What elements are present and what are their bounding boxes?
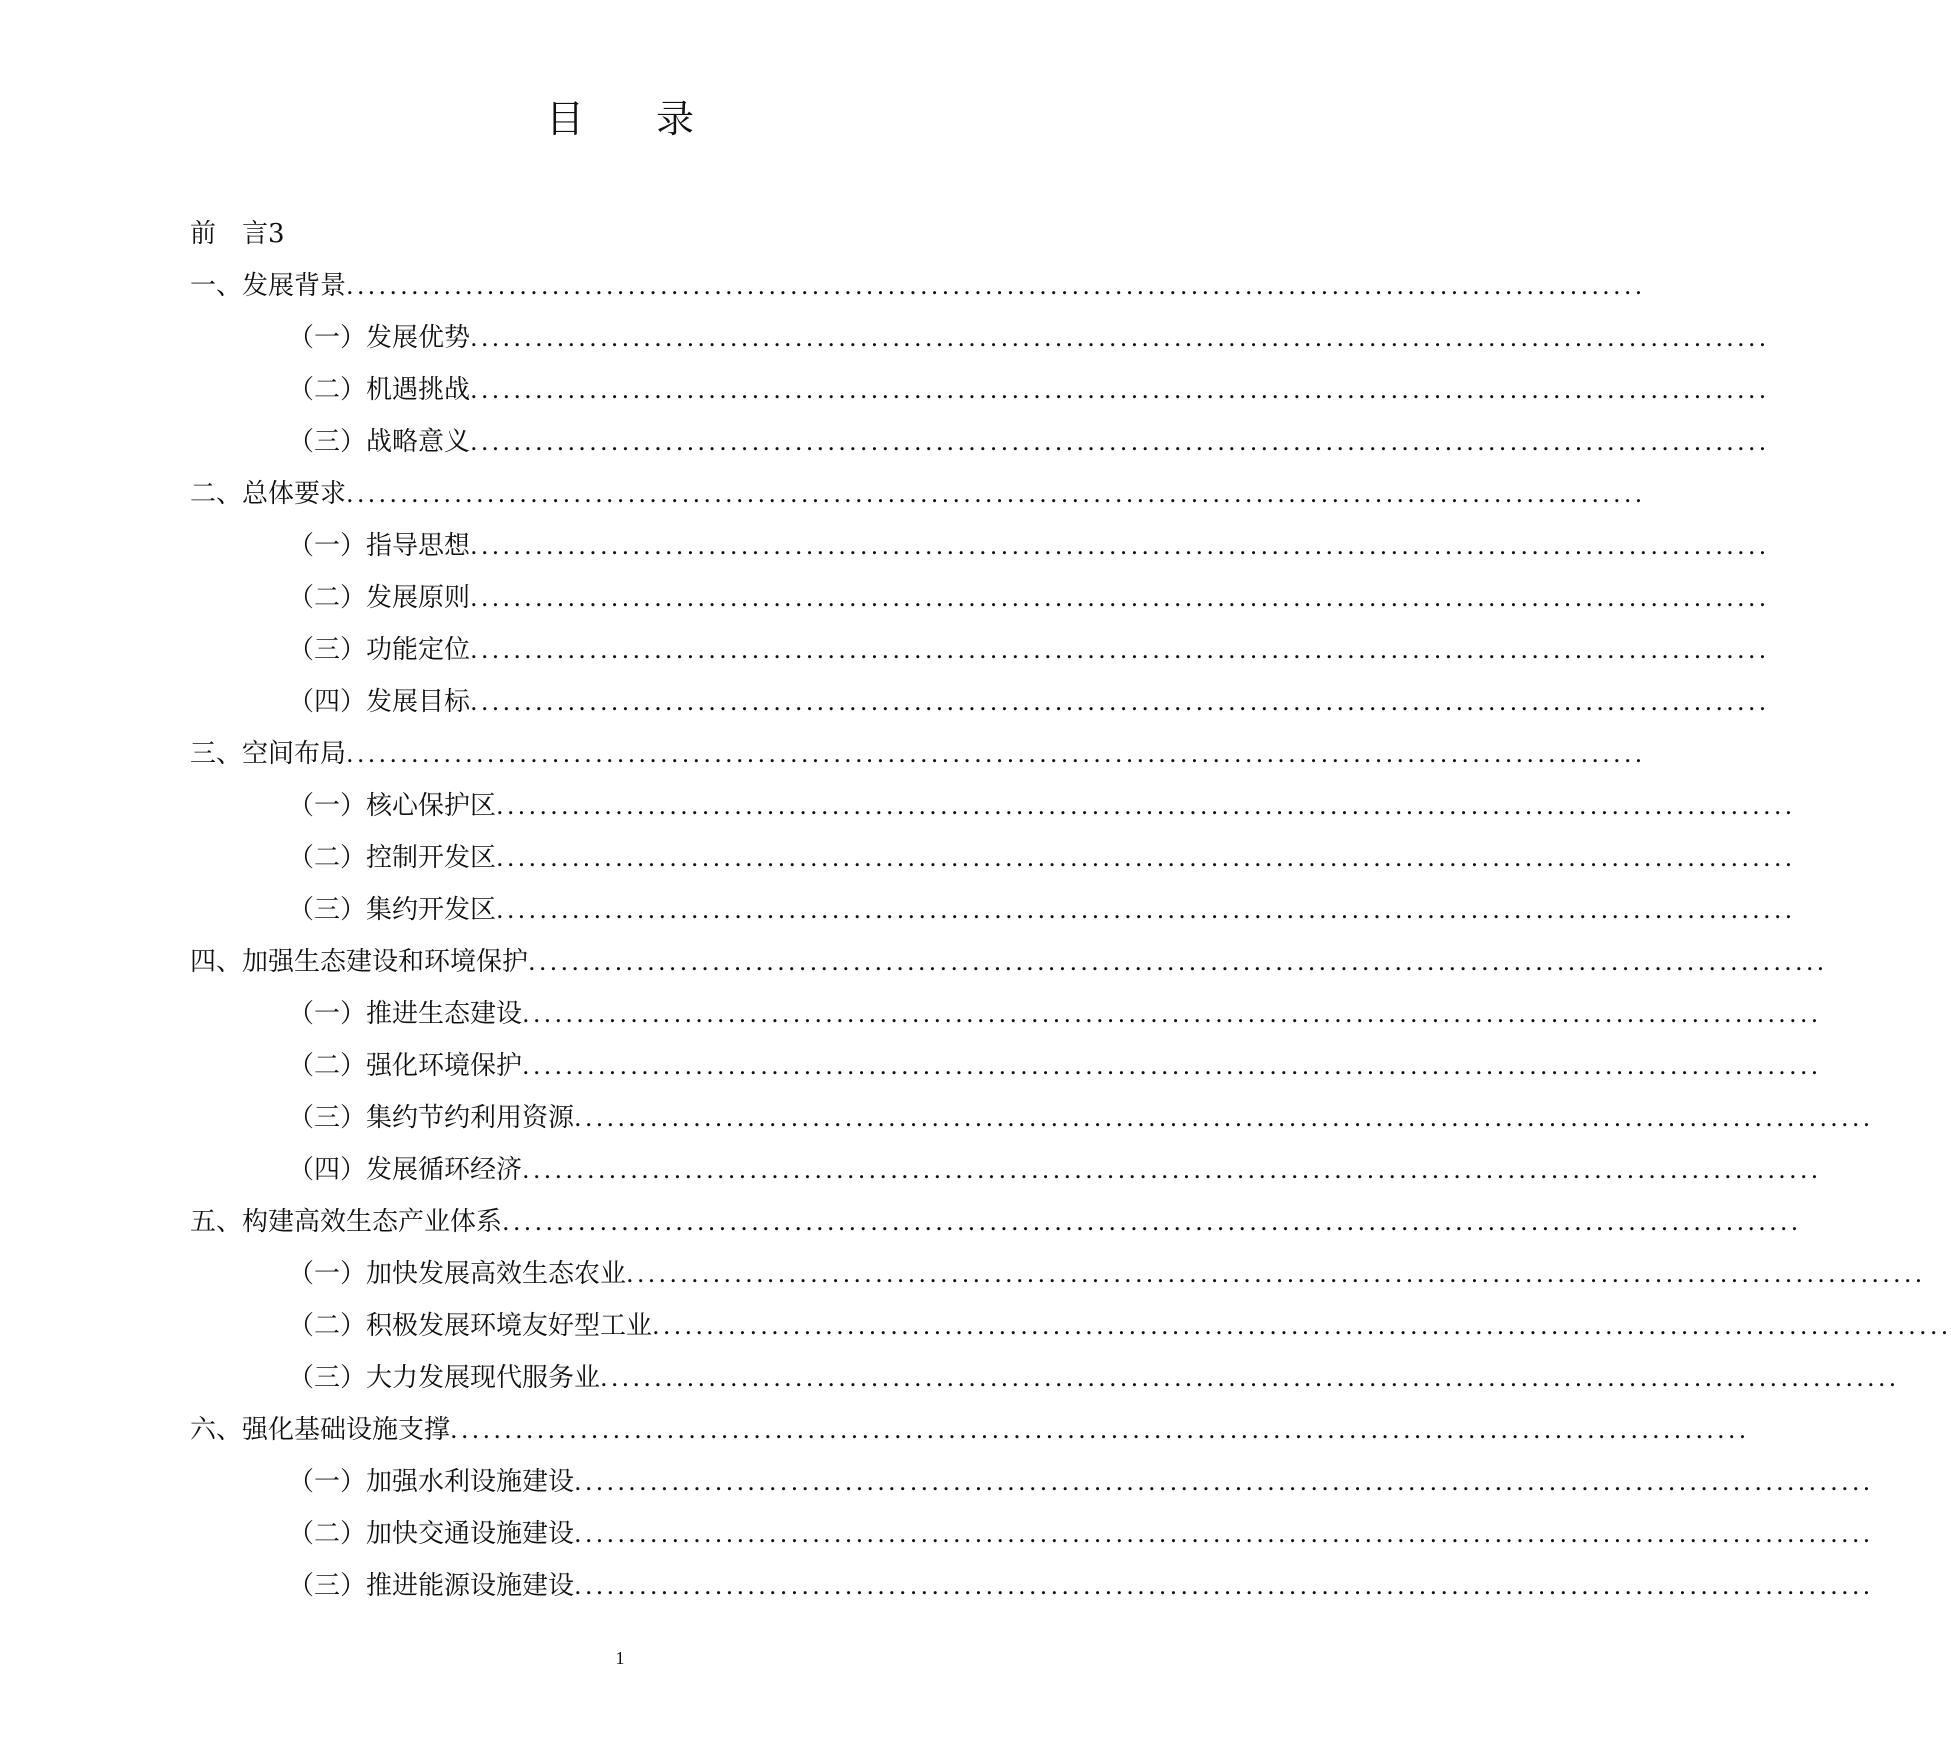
toc-entry[interactable]: [288, 424, 1770, 460]
toc-dot-leader: ........................................................................................................................: [652, 1312, 1951, 1340]
toc-dot-leader: ........................................................................................................................: [496, 792, 1796, 820]
toc-entry-label: （一）加强水利设施建设: [288, 1467, 575, 1497]
toc-dot-leader: ........................................................................................................................: [528, 948, 1828, 976]
toc-dot-leader: ........................................................................................................................: [626, 1260, 1926, 1288]
toc-entry[interactable]: [190, 1204, 1802, 1240]
toc-dot-leader: ........................................................................................................................: [470, 324, 1770, 352]
toc-entry-label: （四）发展目标: [288, 687, 471, 717]
toc-entry[interactable]: [190, 1412, 1750, 1448]
toc-entry-label: （三）推进能源设施建设: [288, 1571, 575, 1601]
toc-dot-leader: ........................................................................................................................: [470, 532, 1770, 560]
toc-entry[interactable]: [288, 1100, 1874, 1136]
toc-entry[interactable]: [288, 840, 1796, 876]
toc-entry-label: 六、强化基础设施支撑: [190, 1415, 451, 1445]
page-number: 1: [615, 1648, 625, 1668]
toc-entry[interactable]: [288, 1256, 1926, 1292]
toc-entry-label: 一、发展背景: [190, 271, 347, 301]
toc-dot-leader: ........................................................................................................................: [574, 1520, 1874, 1548]
toc-dot-leader: ........................................................................................................................: [574, 1572, 1874, 1600]
toc-entry-label: （二）强化环境保护: [288, 1051, 523, 1081]
toc-dot-leader: ........................................................................................................................: [470, 688, 1770, 716]
toc-dot-leader: ........................................................................................................................: [574, 1468, 1874, 1496]
toc-dot-leader: ........................................................................................................................: [470, 636, 1770, 664]
toc-entry[interactable]: [288, 1360, 1900, 1396]
toc-entry-label: （二）积极发展环境友好型工业: [288, 1311, 653, 1341]
toc-entry[interactable]: [190, 944, 1828, 980]
toc-title: 目 录: [545, 97, 725, 141]
toc-entry-label: （一）加快发展高效生态农业: [288, 1259, 627, 1289]
toc-dot-leader: ........................................................................................................................: [502, 1208, 1802, 1236]
toc-dot-leader: ........................................................................................................................: [496, 896, 1796, 924]
toc-entry[interactable]: [190, 216, 1062, 252]
toc-entry-label: （四）发展循环经济: [288, 1155, 523, 1185]
toc-entry-label: 二、总体要求: [190, 479, 347, 509]
toc-entry[interactable]: [288, 892, 1796, 928]
toc-dot-leader: ........................................................................................................................: [496, 844, 1796, 872]
toc-entry[interactable]: [288, 528, 1770, 564]
toc-entry[interactable]: [190, 476, 1646, 512]
toc-entry-label: （一）推进生态建设: [288, 999, 523, 1029]
toc-entry-label: （一）发展优势: [288, 323, 471, 353]
toc-entry-label: （三）战略意义: [288, 427, 471, 457]
toc-entry[interactable]: [190, 268, 1646, 304]
toc-entry[interactable]: [288, 1048, 1822, 1084]
toc-entry-label: 前 言: [190, 219, 269, 249]
toc-entry-label: （三）大力发展现代服务业: [288, 1363, 601, 1393]
toc-entry-label: 五、构建高效生态产业体系: [190, 1207, 503, 1237]
toc-entry-label: （二）加快交通设施建设: [288, 1519, 575, 1549]
toc-dot-leader: ........................................................................................................................: [346, 480, 1646, 508]
toc-dot-leader: ........................................................................................................................: [522, 1156, 1822, 1184]
toc-entry[interactable]: [288, 1516, 1874, 1552]
toc-entry[interactable]: [288, 996, 1822, 1032]
toc-entry[interactable]: [288, 320, 1770, 356]
toc-dot-leader: ........................................................................................................................: [450, 1416, 1750, 1444]
toc-dot-leader: ........................................................................................................................: [470, 428, 1770, 456]
toc-entry-label: （三）集约开发区: [288, 895, 497, 925]
toc-entry[interactable]: [288, 1152, 1822, 1188]
toc-entry[interactable]: [190, 736, 1646, 772]
toc-dot-leader: ........................................................................................................................: [522, 1052, 1822, 1080]
toc-entry-label: （一）核心保护区: [288, 791, 497, 821]
toc-entry[interactable]: [288, 1308, 1951, 1344]
toc-entry-label: 三、空间布局: [190, 739, 347, 769]
toc-entry-label: 四、加强生态建设和环境保护: [190, 947, 529, 977]
toc-dot-leader: ........................................................................................................................: [522, 1000, 1822, 1028]
toc-dot-leader: ........................................................................................................................: [470, 584, 1770, 612]
toc-entry-label: （二）控制开发区: [288, 843, 497, 873]
toc-entry[interactable]: [288, 372, 1770, 408]
toc-entry-page: 3: [268, 219, 285, 249]
toc-entry-label: （一）指导思想: [288, 531, 471, 561]
toc-entry-label: （二）发展原则: [288, 583, 471, 613]
toc-entry-label: （三）集约节约利用资源: [288, 1103, 575, 1133]
toc-dot-leader: ........................................................................................................................: [346, 272, 1646, 300]
toc-entry[interactable]: [288, 1464, 1874, 1500]
toc-dot-leader: ........................................................................................................................: [346, 740, 1646, 768]
toc-entry-label: （二）机遇挑战: [288, 375, 471, 405]
toc-dot-leader: ........................................................................................................................: [574, 1104, 1874, 1132]
toc-dot-leader: ........................................................................................................................: [470, 376, 1770, 404]
toc-entry[interactable]: [288, 684, 1770, 720]
toc-entry-label: （三）功能定位: [288, 635, 471, 665]
toc-entry[interactable]: [288, 580, 1770, 616]
toc-dot-leader: ........................................................................................................................: [600, 1364, 1900, 1392]
toc-entry[interactable]: [288, 632, 1770, 668]
toc-entry[interactable]: [288, 788, 1796, 824]
toc-entry[interactable]: [288, 1568, 1874, 1604]
